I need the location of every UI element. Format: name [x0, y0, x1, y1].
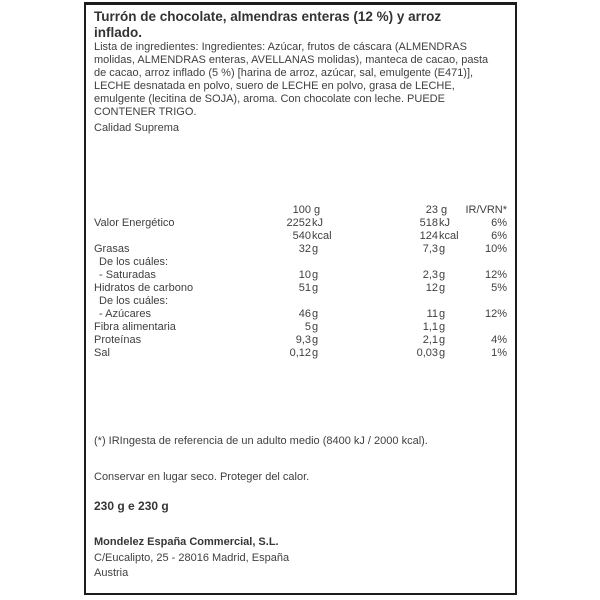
ingredients-list [94, 41, 507, 119]
ingredients-line: Lista de ingredientes: Ingredientes: Azúcar, frutos de cáscara (ALMENDRAS [94, 41, 467, 53]
unit-per100: g [312, 334, 319, 346]
manufacturer-address: C/Eucalipto, 25 - 28016 Madrid, España [94, 551, 290, 564]
unit-per100: g [312, 282, 319, 294]
value-ir [462, 321, 507, 334]
unit-per23: g [439, 334, 446, 346]
col-ir-header: IR/VRN* [465, 204, 507, 216]
unit-per23: kcal [439, 230, 459, 242]
ingredients-line: de cacao, arroz inflado (5 %) [harina de arroz, azúcar, sal, emulgente (E471)], [94, 67, 474, 79]
unit-per23: g [439, 321, 446, 333]
row-label: Proteínas [94, 334, 142, 346]
unit-per100: g [312, 347, 319, 359]
unit-per100: kcal [312, 230, 332, 242]
value-ir: 5% [491, 282, 507, 294]
unit-per23: g [439, 308, 446, 320]
unit-per23: g [439, 243, 446, 255]
unit-per100: g [312, 321, 319, 333]
nutrition-table [94, 204, 507, 360]
unit-per23: kJ [439, 217, 450, 229]
value-per100: 46 [298, 308, 311, 320]
ingredients-line: LECHE desnatada en polvo, suero de LECHE en polvo, grasa de LECHE, [94, 80, 455, 92]
net-weight: 230 g e 230 g [94, 499, 169, 513]
table-row-carbohydrate [94, 282, 507, 295]
col-per23-unit: g [441, 204, 448, 216]
row-label: De los cuáles: [99, 295, 169, 307]
manufacturer-name: Mondelez España Commercial, S.L. [94, 536, 279, 548]
value-per100: 32 [298, 243, 311, 255]
product-label [84, 2, 517, 595]
table-row-protein [94, 334, 507, 347]
value-per100: 9,3 [295, 334, 311, 346]
table-row-salt [94, 347, 507, 360]
value-per23: 0,03 [416, 347, 438, 359]
value-per23: 518 [419, 217, 438, 229]
value-per23: 7,3 [422, 243, 438, 255]
manufacturer-country: Austria [94, 567, 129, 579]
value-per23: 2,1 [422, 334, 438, 346]
row-label: - Saturadas [99, 269, 156, 281]
manufacturer-block [94, 535, 507, 582]
unit-per23: g [439, 282, 446, 294]
quality-statement: Calidad Suprema [94, 122, 179, 134]
ingredients-line: emulgente (lecitina de SOJA), aroma. Con chocolate con leche. PUEDE [94, 93, 445, 105]
value-ir: 6% [491, 230, 507, 242]
value-per100: 0,12 [289, 347, 311, 359]
table-row-of-which-2 [94, 295, 507, 308]
row-label: Fibra alimentaria [94, 321, 176, 333]
unit-per100: g [312, 243, 319, 255]
value-per23: 1,1 [422, 321, 438, 333]
table-row-sugars [94, 308, 507, 321]
row-label: Sal [94, 347, 110, 359]
value-ir: 12% [484, 269, 507, 281]
nutrition-header-label [94, 204, 224, 217]
product-title [94, 9, 507, 41]
row-label: - Azúcares [99, 308, 151, 320]
product-title-line1: Turrón de chocolate, almendras enteras (12 %) y arroz [94, 9, 442, 24]
value-per100: 10 [298, 269, 311, 281]
col-per23-header: 23 [425, 204, 438, 216]
table-row-fibre [94, 321, 507, 334]
row-label: De los cuáles: [99, 256, 169, 268]
col-per100-unit: g [314, 204, 321, 216]
table-row-energy-kcal [94, 230, 507, 243]
unit-per23: g [439, 347, 446, 359]
value-ir: 10% [484, 243, 507, 255]
reference-intake-footnote: (*) IRIngesta de referencia de un adulto medio (8400 kJ / 2000 kcal). [94, 435, 428, 447]
table-row-of-which-1 [94, 256, 507, 269]
row-label [94, 230, 224, 243]
ingredients-line: molidas, ALMENDRAS enteras, AVELLANAS molidas), manteca de cacao, pasta [94, 54, 489, 66]
row-label: Hidratos de carbono [94, 282, 194, 294]
value-per23: 12 [425, 282, 438, 294]
value-ir: 12% [484, 308, 507, 320]
value-ir: 4% [491, 334, 507, 346]
unit-per23: g [439, 269, 446, 281]
value-per23: 124 [419, 230, 438, 242]
value-per100: 5 [304, 321, 311, 333]
ingredients-line: CONTENER TRIGO. [94, 106, 197, 118]
table-row-saturates [94, 269, 507, 282]
value-per23: 2,3 [422, 269, 438, 281]
value-ir: 1% [491, 347, 507, 359]
col-per100-header: 100 [292, 204, 311, 216]
table-row-energy [94, 217, 507, 230]
table-row-fat [94, 243, 507, 256]
value-per23: 11 [426, 308, 438, 320]
unit-per100: kJ [312, 217, 323, 229]
value-per100: 51 [298, 282, 311, 294]
unit-per100: g [312, 308, 319, 320]
value-per100: 540 [292, 230, 311, 242]
nutrition-header-row [94, 204, 507, 217]
row-label: Grasas [94, 243, 130, 255]
value-ir: 6% [491, 217, 507, 229]
row-label: Valor Energético [94, 217, 175, 229]
storage-instructions: Conservar en lugar seco. Proteger del calor. [94, 471, 310, 483]
value-per100: 2252 [286, 217, 311, 229]
unit-per100: g [312, 269, 319, 281]
product-title-line2: inflado. [94, 25, 142, 40]
